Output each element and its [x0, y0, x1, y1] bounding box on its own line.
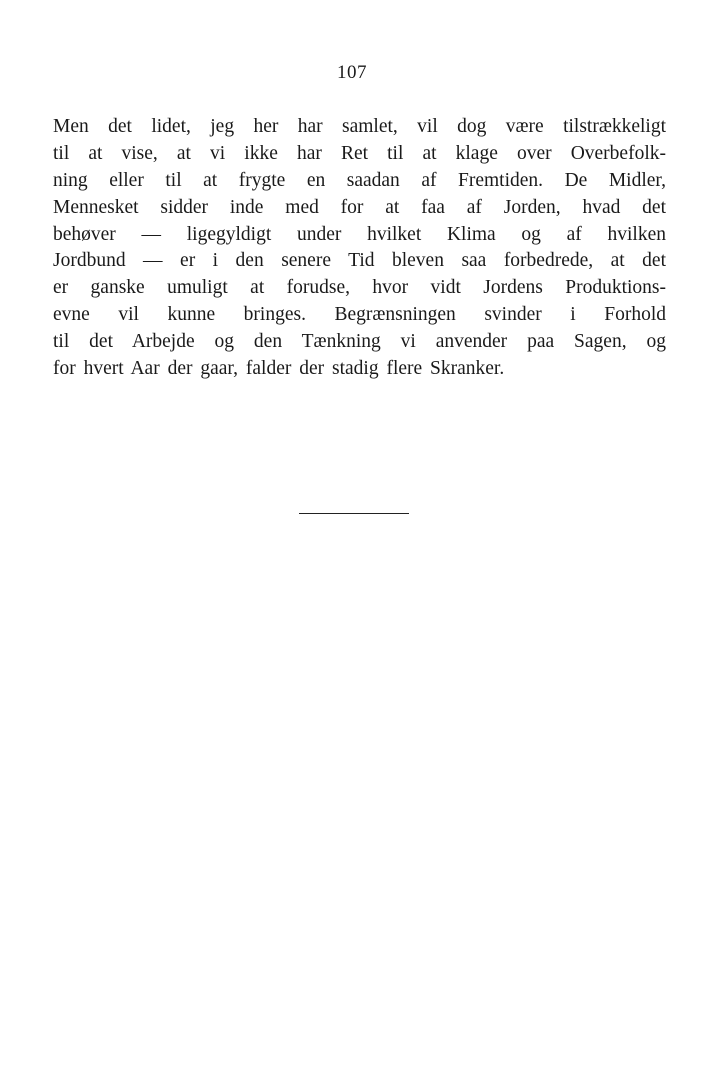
- section-divider: [299, 513, 409, 514]
- paragraph: [53, 114, 666, 383]
- text-line: behøver — ligegyldigt under hvilket Klima og af hvilken: [53, 223, 666, 245]
- page-number: 107: [337, 62, 367, 83]
- text-line: til at vise, at vi ikke har Ret til at klage over Overbefolk-: [53, 142, 666, 164]
- text-line: er ganske umuligt at forudse, hvor vidt Jordens Produktions-: [53, 277, 666, 299]
- text-line: Mennesket sidder inde med for at faa af Jorden, hvad det: [53, 196, 666, 218]
- text-line: for hvert Aar der gaar, falder der stadig flere Skranker.: [53, 358, 505, 380]
- text-line: til det Arbejde og den Tænkning vi anvender paa Sagen, og: [53, 331, 666, 353]
- text-line: ning eller til at frygte en saadan af Fremtiden. De Midler,: [53, 169, 666, 191]
- text-line: Jordbund — er i den senere Tid bleven saa forbedrede, at det: [53, 250, 666, 272]
- text-line: Men det lidet, jeg her har samlet, vil dog være tilstrækkeligt: [53, 116, 666, 137]
- text-line: evne vil kunne bringes. Begrænsningen svinder i Forhold: [53, 304, 666, 326]
